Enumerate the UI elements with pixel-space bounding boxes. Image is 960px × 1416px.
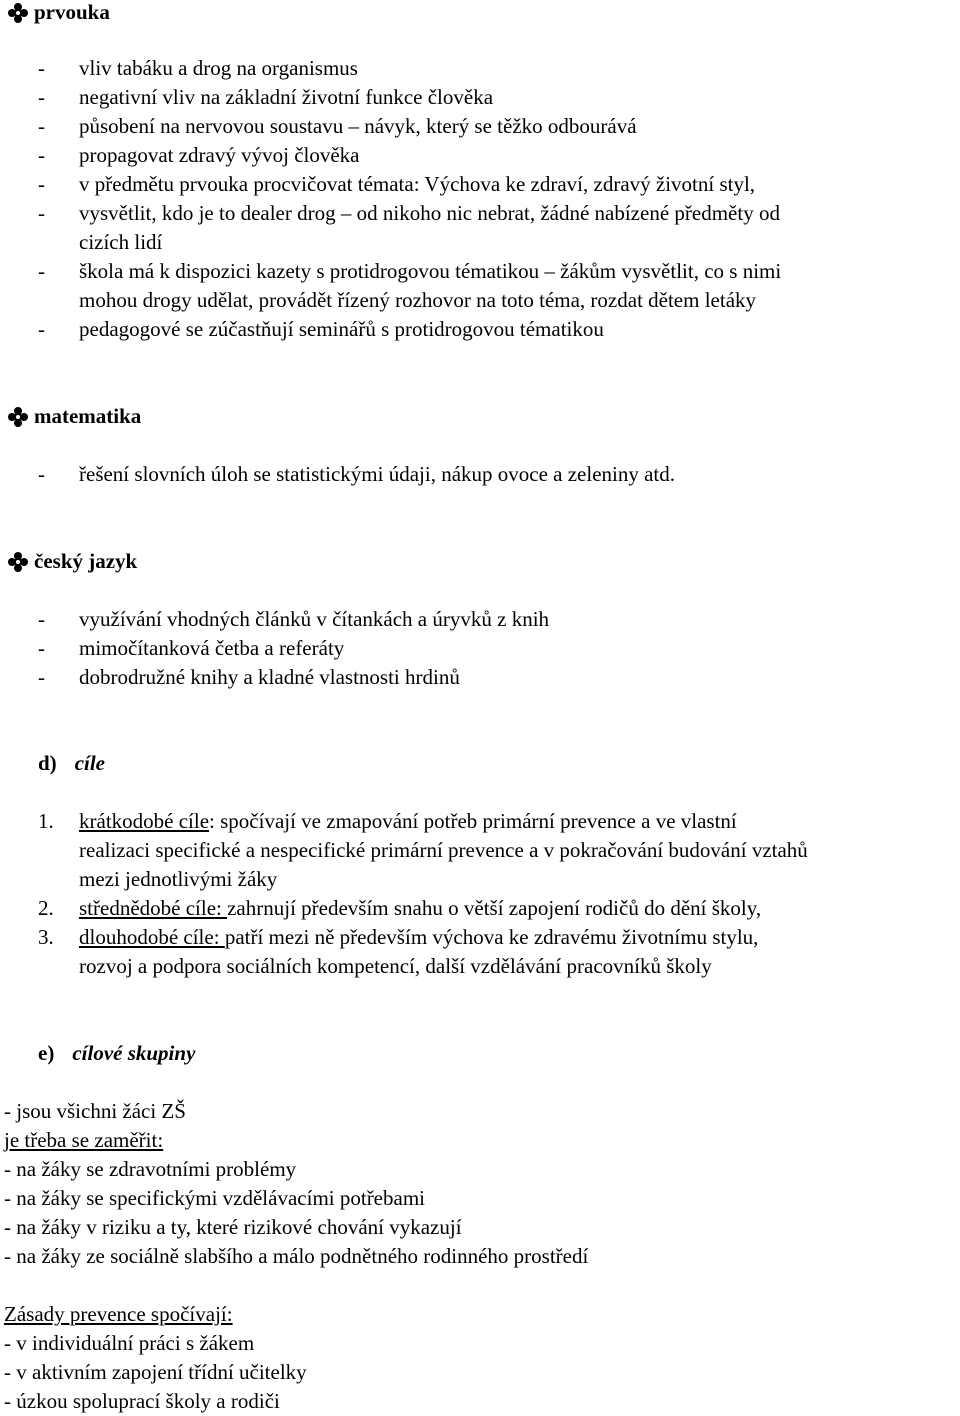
goal-line: realizaci specifické a nespecifické primární prevence a v pokračování budování vztahů	[79, 838, 808, 862]
flower-bullet-icon	[8, 552, 28, 572]
section-heading-prvouka	[8, 0, 110, 25]
flower-bullet-icon	[8, 407, 28, 427]
goal-term: dlouhodobé cíle:	[79, 925, 225, 949]
principle-item: - úzkou spoluprací školy a rodiči	[4, 1389, 280, 1413]
principle-item: - v aktivním zapojení třídní učitelky	[4, 1360, 307, 1384]
section-heading-matematika	[8, 404, 141, 429]
goal-number: 1.	[38, 809, 54, 833]
focus-item: - na žáky se zdravotními problémy	[4, 1157, 297, 1181]
goal-number: 3.	[38, 925, 54, 949]
principle-item: - v individuální práci s žákem	[4, 1331, 255, 1355]
goal-term: krátkodobé cíle	[79, 809, 210, 833]
section-title: matematika	[34, 404, 142, 428]
focus-item: - na žáky ze sociálně slabšího a málo podnětného rodinného prostředí	[4, 1244, 589, 1268]
focus-item: - na žáky se specifickými vzdělávacími potřebami	[4, 1186, 425, 1210]
subheading: je třeba se zaměřit:	[4, 1128, 164, 1152]
section-title: český jazyk	[34, 549, 138, 573]
heading-cilove-skupiny	[38, 1041, 195, 1066]
heading-title: cíle	[74, 751, 105, 775]
focus-item: - na žáky v riziku a ty, které rizikové chování vykazují	[4, 1215, 462, 1239]
heading-label: e)	[38, 1041, 55, 1065]
goal-line: mezi jednotlivými žáky	[79, 867, 278, 891]
subheading: Zásady prevence spočívají:	[4, 1302, 233, 1326]
target-line: - jsou všichni žáci ZŠ	[4, 1099, 186, 1123]
heading-cile	[38, 751, 105, 776]
goal-term: střednědobé cíle:	[79, 896, 228, 920]
heading-title: cílové skupiny	[72, 1041, 196, 1065]
goal-line: rozvoj a podpora sociálních kompetencí, další vzdělávání pracovníků školy	[79, 954, 712, 978]
section-title: prvouka	[34, 0, 110, 24]
flower-bullet-icon	[8, 3, 28, 23]
goal-number: 2.	[38, 896, 54, 920]
section-heading-cesky-jazyk	[8, 549, 137, 574]
heading-label: d)	[38, 751, 57, 775]
goal-line: krátkodobé cíle: spočívají ve zmapování potřeb primární prevence a ve vlastní	[79, 809, 737, 833]
